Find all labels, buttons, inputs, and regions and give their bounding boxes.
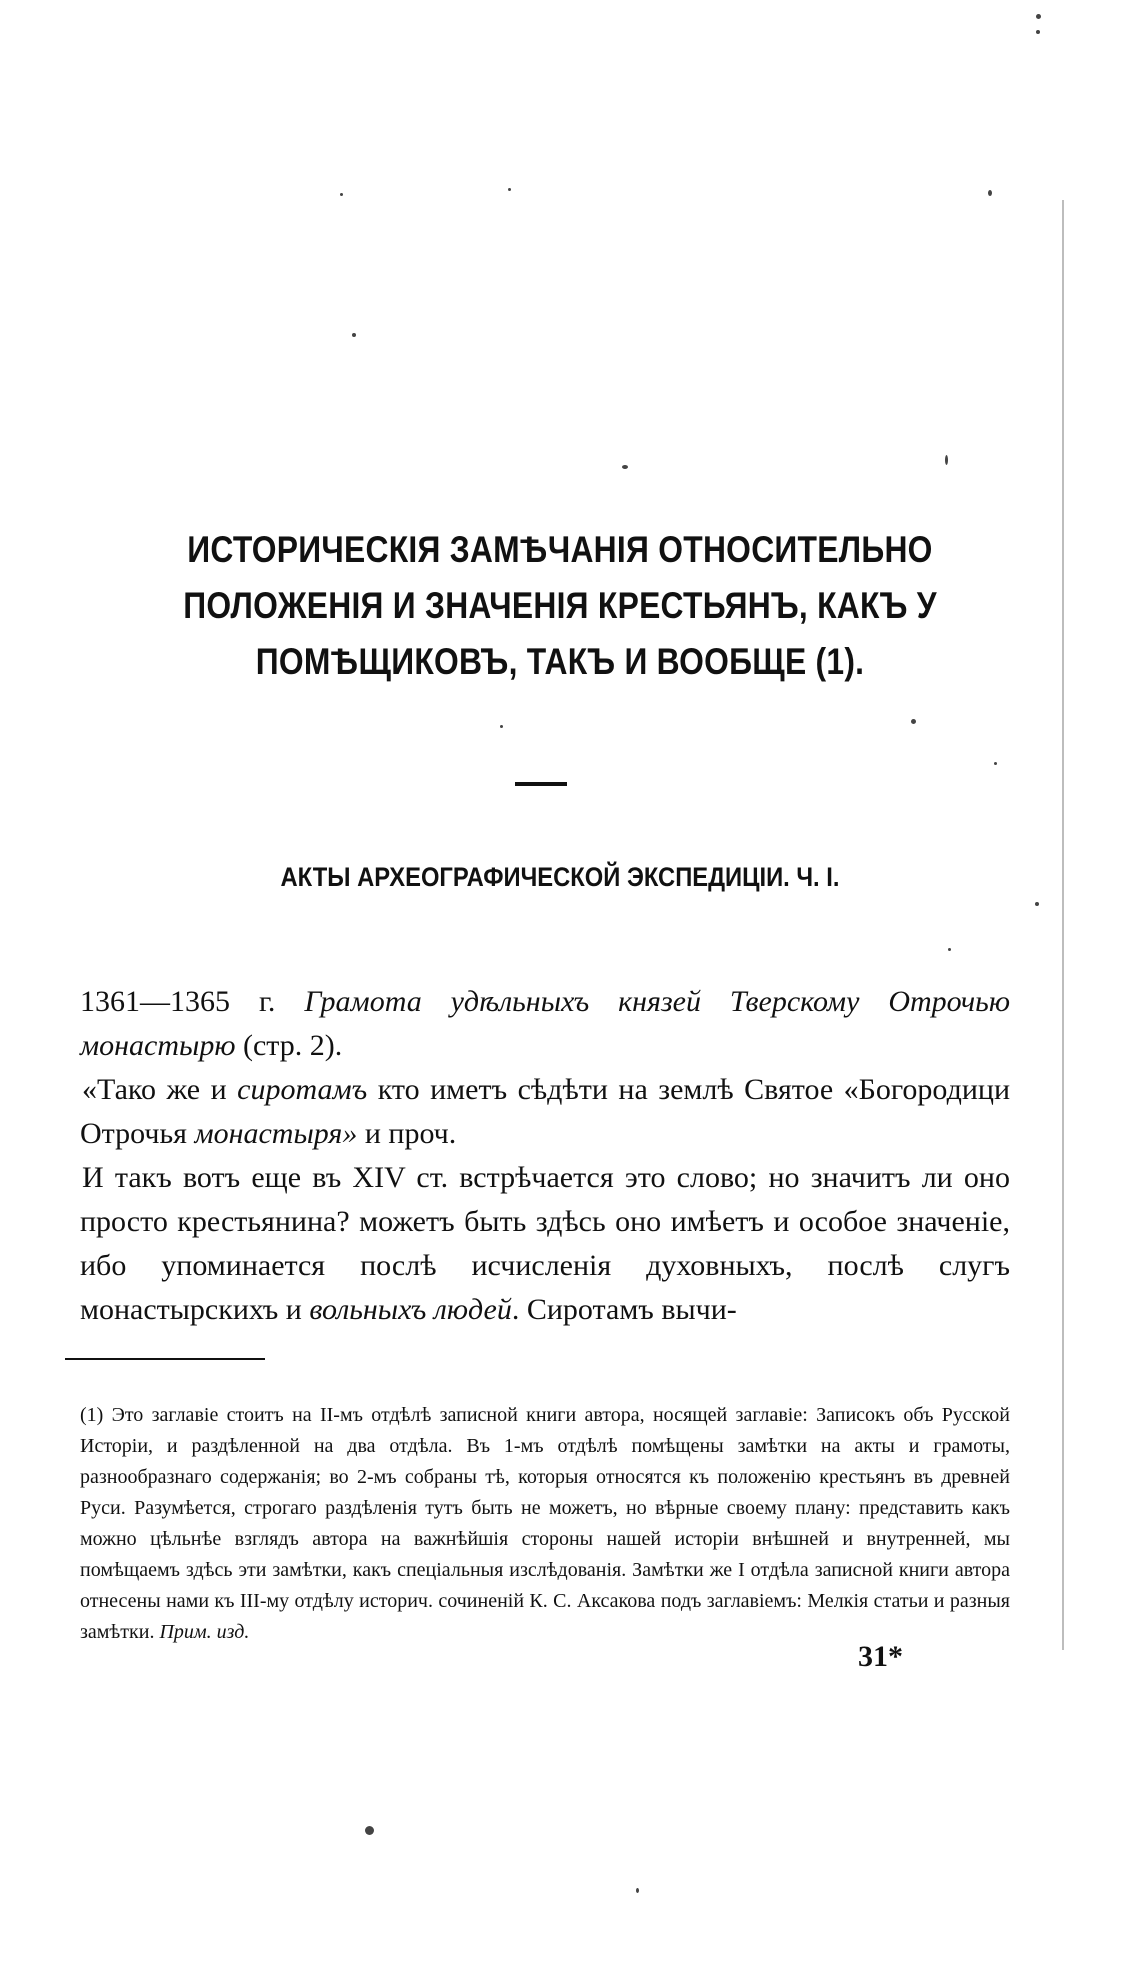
footnote-editor-note: Прим. изд.: [159, 1621, 250, 1643]
commentary-italic: вольныхъ людей: [309, 1293, 512, 1326]
scan-speck: [911, 719, 916, 724]
footnote-text: (1) Это заглавіе стоитъ на II-мъ отдѣлѣ записной книги автора, носящей заглавіе: Записокъ объ Русской Исторіи, и раздѣленной на два отдѣла. Въ 1-мъ отдѣлѣ помѣщены замѣтки на акты и грамоты, разнообразнаго содержанія; во 2-мъ собраны тѣ, которыя относятся къ положенію крестьянъ въ древней Руси. Разумѣется, строгаго раздѣленія тутъ быть не можетъ, но вѣрные своему плану: представить какъ можно цѣльнѣе взглядъ автора на важнѣйшія стороны нашей исторіи внѣшней и внутренней, мы помѣщаемъ здѣсь эти замѣтки, какъ спеціальныя изслѣдованія. Замѣтки же I отдѣла записной книги автора отнесены нами къ III-му отдѣлу историч. сочиненій К. С. Аксакова подъ заглавіемъ: Мелкія статьи и разныя замѣтки.: [80, 1404, 1010, 1643]
commentary-part-2: . Сиротамъ вычи-: [511, 1293, 737, 1326]
scan-speck: [945, 455, 948, 465]
quote-italic-1: сиротамъ: [237, 1073, 368, 1106]
scan-speck: [622, 465, 628, 469]
scan-speck: [1036, 14, 1041, 19]
scan-speck: [500, 725, 503, 728]
footnote: [80, 1400, 1010, 1648]
quote-part-1: «Тако же и: [82, 1073, 238, 1106]
paragraph-commentary: [80, 1156, 1010, 1332]
page-edge-shadow: [1062, 200, 1064, 1650]
scan-speck: [948, 948, 951, 951]
quote-part-2: кто иметъ сѣдѣти на землѣ Святое «Богородици Отрочья: [80, 1073, 1010, 1150]
paragraph-quote: [80, 1068, 1010, 1156]
section-heading: АКТЫ АРХЕОГРАФИЧЕСКОЙ ЭКСПЕДИЦІИ. Ч. I.: [280, 862, 840, 892]
scan-speck: [1035, 902, 1039, 906]
charter-title: Грамота удѣльныхъ князей Тверскому Отрочью монастырю: [80, 985, 1010, 1062]
scan-speck: [1036, 30, 1040, 34]
charter-date: 1361—1365 г.: [80, 985, 305, 1018]
charter-page-ref: (стр. 2).: [235, 1029, 343, 1062]
quote-part-3: и проч.: [357, 1117, 457, 1150]
main-text: [80, 980, 1010, 1332]
title-separator-rule: [515, 782, 567, 786]
scan-speck: [994, 762, 997, 765]
scan-speck: [636, 1888, 639, 1893]
commentary-part-1: И такъ вотъ еще въ XIV ст. встрѣчается это слово; но значитъ ли оно просто крестьянина? можетъ быть здѣсь оно имѣетъ и особое значеніе, ибо упоминается послѣ исчисленія духовныхъ, послѣ слугъ монастырскихъ и: [80, 1161, 1010, 1326]
footnote-rule: [65, 1358, 265, 1360]
scan-speck: [988, 190, 992, 196]
scan-speck: [508, 188, 511, 191]
quote-italic-2: монастыря»: [194, 1117, 358, 1150]
paragraph-charter: [80, 980, 1010, 1068]
scan-speck: [352, 333, 356, 337]
scan-speck: [340, 193, 343, 196]
page-number: 31*: [858, 1640, 903, 1673]
article-title: ИСТОРИЧЕСКІЯ ЗАМѢЧАНІЯ ОТНОСИТЕЛЬНО ПОЛОЖЕНІЯ И ЗНАЧЕНІЯ КРЕСТЬЯНЪ, КАКЪ У ПОМѢЩИКОВЪ, ТАКЪ И ВООБЩЕ (1).: [183, 529, 937, 682]
scan-speck: [365, 1826, 374, 1835]
